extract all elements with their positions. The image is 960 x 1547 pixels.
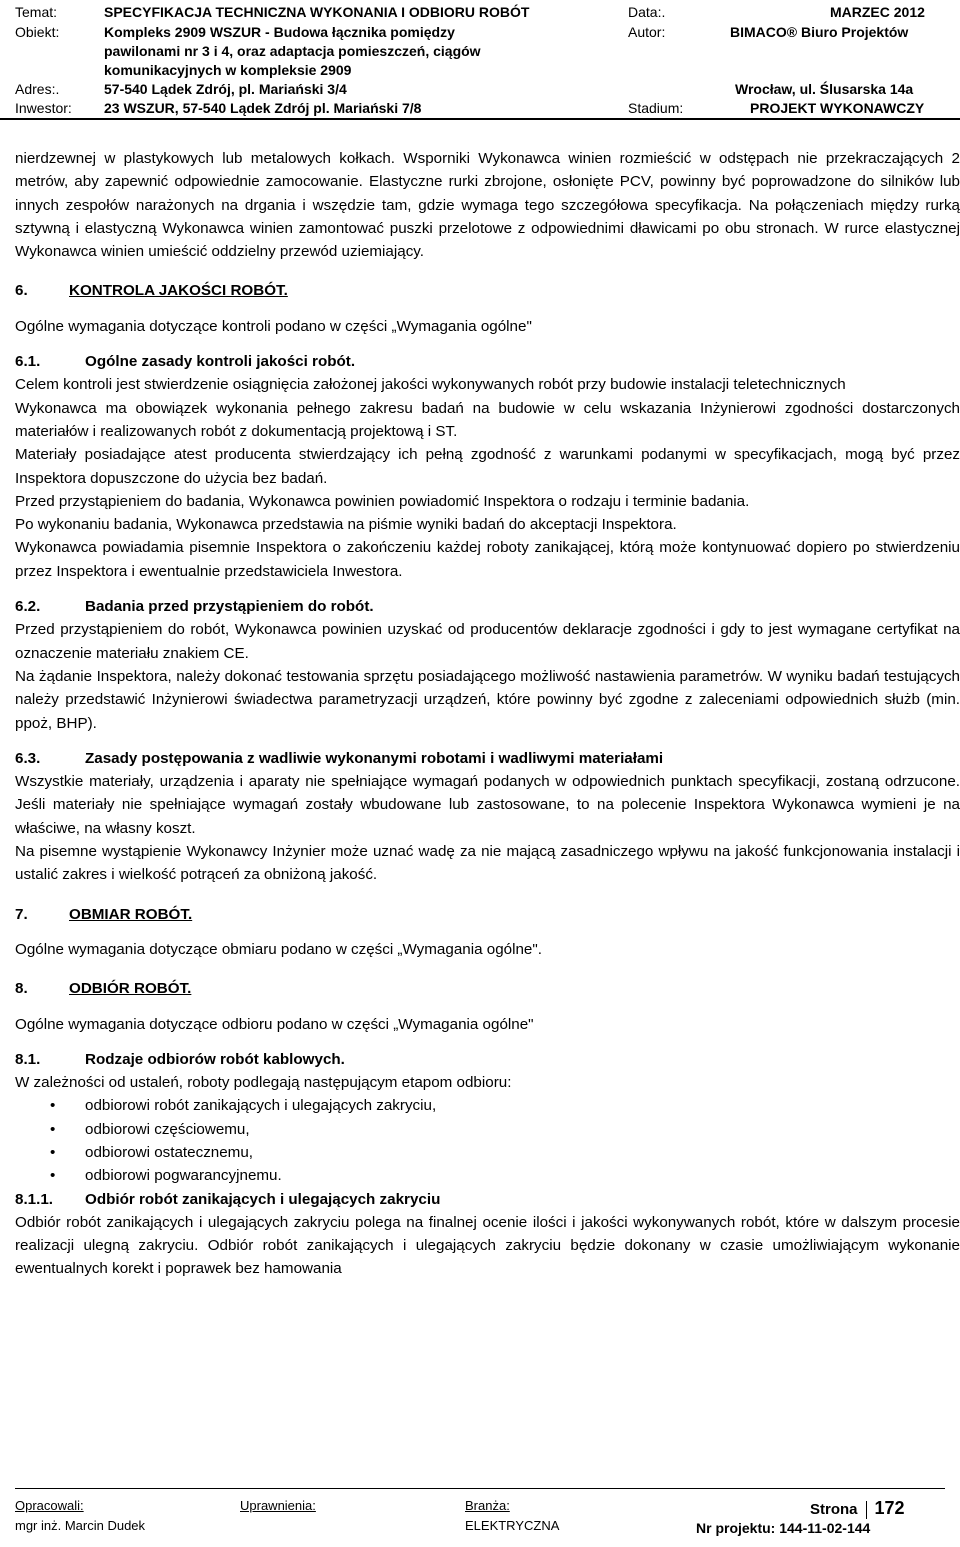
data-value: MARZEC 2012 bbox=[830, 4, 925, 20]
obiekt-value-line-1: Kompleks 2909 WSZUR - Budowa łącznika pomiędzy bbox=[104, 24, 455, 40]
list-item-text: odbiorowi ostatecznemu, bbox=[85, 1143, 253, 1161]
paragraph: Na pisemne wystąpienie Wykonawcy Inżynier może uznać wadę za nie mającą zasadniczego wpływu na jakość funkcjonowania instalacji i ustalić zakres i wielkość potrąceń za obniżoną jakość. bbox=[15, 843, 960, 884]
section-8-heading bbox=[15, 977, 960, 1000]
section-7-text: Ogólne wymagania dotyczące obmiaru podano w części „Wymagania ogólne". bbox=[15, 940, 542, 958]
section-title: ODBIÓR ROBÓT. bbox=[69, 980, 192, 998]
paragraph: Po wykonaniu badania, Wykonawca przedstawia na piśmie wyniki badań do akceptacji Inspektora. bbox=[15, 516, 677, 534]
paragraph: Celem kontroli jest stwierdzenie osiągnięcia założonej jakości wykonywanych robót przy budowie instalacji teletechnicznych bbox=[15, 376, 846, 394]
section-number: 6.2. bbox=[15, 598, 41, 616]
section-title: Zasady postępowania z wadliwie wykonanymi robotami i wadliwymi materiałami bbox=[85, 749, 664, 767]
uprawnienia-label: Uprawnienia: bbox=[240, 1498, 316, 1513]
section-title: KONTROLA JAKOŚCI ROBÓT. bbox=[69, 282, 288, 300]
paragraph: Przed przystąpieniem do robót, Wykonawca powinien uzyskać od producentów deklaracje zgodności i gdy to jest wymagane certyfikat na oznaczenie materiału znakiem CE. bbox=[15, 621, 960, 662]
section-number: 6.1. bbox=[15, 353, 41, 371]
paragraph-intro: nierdzewnej w plastykowych lub metalowych kołkach. Wsporniki Wykonawca winien rozmieścić w odstępach nie przekraczających 2 metrów, aby zapewnić odpowiednie zamocowanie. Elastyczne rurki zbrojone, osłonięte PCV, powinny być poprowadzone do silników lub innych zespołów narażonych na drgania i wszędzie tam, gdzie wymaga tego szczegółowa specyfikacja. Na połączeniach między rurką sztywną i elastyczną Wykonawca winien zamontować puszki przelotowe z odpowiednimi dławicami po obu stronach. W rurce elastycznej Wykonawca winien umieścić oddzielny przewód uziemiający. bbox=[15, 150, 960, 261]
page-number-box bbox=[810, 1498, 905, 1519]
section-number: 8.1. bbox=[15, 1050, 41, 1068]
paragraph: Materiały posiadające atest producenta stwierdzający ich pełną zgodność z warunkami podanymi w specyfikacjach, mogą być przez Inspektora dopuszczone do użycia bez badań. bbox=[15, 446, 960, 487]
section-title: OBMIAR ROBÓT. bbox=[69, 905, 193, 923]
paragraph: Wykonawca ma obowiązek wykonania pełnego zakresu badań na budowie w celu wskazania Inżynierowi zgodności dostarczonych materiałów i realizowanych robót z dokumentacją projektową i ST. bbox=[15, 399, 960, 440]
section-8-1-heading bbox=[15, 1048, 960, 1071]
autor-label: Autor: bbox=[628, 24, 666, 40]
section-8-1-1-heading bbox=[15, 1188, 960, 1211]
section-6-3-heading bbox=[15, 747, 960, 770]
section-number: 7. bbox=[15, 905, 28, 923]
page-header bbox=[0, 0, 960, 118]
branza-label: Branża: bbox=[465, 1498, 510, 1513]
list-item bbox=[15, 1164, 960, 1187]
list-item bbox=[15, 1141, 960, 1164]
list-item-text: odbiorowi częściowemu, bbox=[85, 1120, 250, 1138]
bullet-icon: • bbox=[50, 1120, 56, 1138]
section-8-1-text: W zależności od ustaleń, roboty podlegają następującym etapom odbioru: bbox=[15, 1074, 512, 1092]
bullet-icon: • bbox=[50, 1143, 56, 1161]
stadium-label: Stadium: bbox=[628, 100, 684, 116]
opracowal-value: mgr inż. Marcin Dudek bbox=[15, 1518, 146, 1533]
header-divider bbox=[0, 118, 960, 120]
section-number: 8.1.1. bbox=[15, 1190, 53, 1208]
page-label: Strona bbox=[810, 1501, 858, 1518]
list-item bbox=[15, 1094, 960, 1117]
list-item-text: odbiorowi pogwarancyjnemu. bbox=[85, 1167, 282, 1185]
section-number: 6.3. bbox=[15, 749, 41, 767]
section-7-heading bbox=[15, 903, 960, 926]
section-number: 6. bbox=[15, 282, 28, 300]
page-footer bbox=[0, 1488, 960, 1547]
list-item bbox=[15, 1118, 960, 1141]
section-8-text: Ogólne wymagania dotyczące odbioru podano w części „Wymagania ogólne" bbox=[15, 1015, 534, 1033]
document-body bbox=[15, 147, 960, 1281]
section-6-heading bbox=[15, 279, 960, 302]
paragraph: Wszystkie materiały, urządzenia i aparaty nie spełniające wymagań podanych w odpowiednich punktach specyfikacji, zostaną odrzucone. Jeśli materiały nie spełniające wymagań zostały wbudowane lub zastosowane, to na polecenie Inspektora Wykonawca wymieni je na właściwe, na własny koszt. bbox=[15, 773, 960, 837]
bullet-icon: • bbox=[50, 1167, 56, 1185]
section-6-2-heading bbox=[15, 595, 960, 618]
section-title: Ogólne zasady kontroli jakości robót. bbox=[85, 353, 356, 371]
odbiory-list bbox=[15, 1094, 960, 1187]
project-number: Nr projektu: 144-11-02-144 bbox=[696, 1520, 871, 1536]
data-label: Data:. bbox=[628, 4, 666, 20]
city-address: Wrocław, ul. Ślusarska 14a bbox=[735, 81, 914, 97]
section-6-text: Ogólne wymagania dotyczące kontroli podano w części „Wymagania ogólne" bbox=[15, 317, 532, 335]
branza-value: ELEKTRYCZNA bbox=[465, 1518, 560, 1533]
obiekt-value-line-2: pawilonami nr 3 i 4, oraz adaptacja pomieszczeń, ciągów bbox=[104, 43, 481, 59]
section-title: Odbiór robót zanikających i ulegających zakryciu bbox=[85, 1190, 441, 1208]
section-6-1-heading bbox=[15, 350, 960, 373]
section-number: 8. bbox=[15, 980, 28, 998]
temat-value: SPECYFIKACJA TECHNICZNA WYKONANIA I ODBIORU ROBÓT bbox=[104, 4, 530, 20]
bullet-icon: • bbox=[50, 1097, 56, 1115]
section-8-1-1-text: Odbiór robót zanikających i ulegających zakryciu polega na finalnej ocenie ilości i jakości wykonywanych robót, które w dalszym procesie realizacji ulegną zakryciu. Odbiór robót zanikających i ulegających zakryciu będzie dokonany w czasie umożliwiającym wykonanie ewentualnych korekt i poprawek bez hamowania bbox=[15, 1213, 960, 1278]
section-title: Rodzaje odbiorów robót kablowych. bbox=[85, 1050, 345, 1068]
temat-label: Temat: bbox=[15, 4, 58, 20]
obiekt-value-line-3: komunikacyjnych w kompleksie 2909 bbox=[104, 62, 352, 78]
page-separator bbox=[866, 1501, 867, 1519]
footer-divider bbox=[15, 1488, 945, 1489]
adres-label: Adres:. bbox=[15, 81, 60, 97]
paragraph: Wykonawca powiadamia pisemnie Inspektora o zakończeniu każdej roboty zanikającej, którą może kontynuować dopiero po stwierdzeniu przez Inspektora i ewentualnie przedstawiciela Inwestora. bbox=[15, 539, 960, 580]
inwestor-label: Inwestor: bbox=[15, 100, 72, 116]
inwestor-value: 23 WSZUR, 57-540 Lądek Zdrój pl. Mariański 7/8 bbox=[104, 100, 422, 116]
section-title: Badania przed przystąpieniem do robót. bbox=[85, 598, 374, 616]
paragraph: Na żądanie Inspektora, należy dokonać testowania sprzętu posiadającego możliwość nastawienia parametrów. W wyniku badań testujących należy przedstawić Inżynierowi świadectwa parametryzacji urządzeń, które powinny być zgodne z zaleceniami odpowiednich służb (min. ppoż, BHP). bbox=[15, 667, 960, 732]
adres-value: 57-540 Lądek Zdrój, pl. Mariański 3/4 bbox=[104, 81, 347, 97]
autor-value: BIMACO® Biuro Projektów bbox=[730, 24, 909, 40]
list-item-text: odbiorowi robót zanikających i ulegających zakryciu, bbox=[85, 1097, 437, 1115]
obiekt-label: Obiekt: bbox=[15, 24, 60, 40]
paragraph: Przed przystąpieniem do badania, Wykonawca powinien powiadomić Inspektora o rodzaju i terminie badania. bbox=[15, 492, 750, 510]
opracowal-label: Opracowali: bbox=[15, 1498, 84, 1513]
stadium-value: PROJEKT WYKONAWCZY bbox=[750, 100, 925, 116]
page-number: 172 bbox=[874, 1498, 905, 1518]
